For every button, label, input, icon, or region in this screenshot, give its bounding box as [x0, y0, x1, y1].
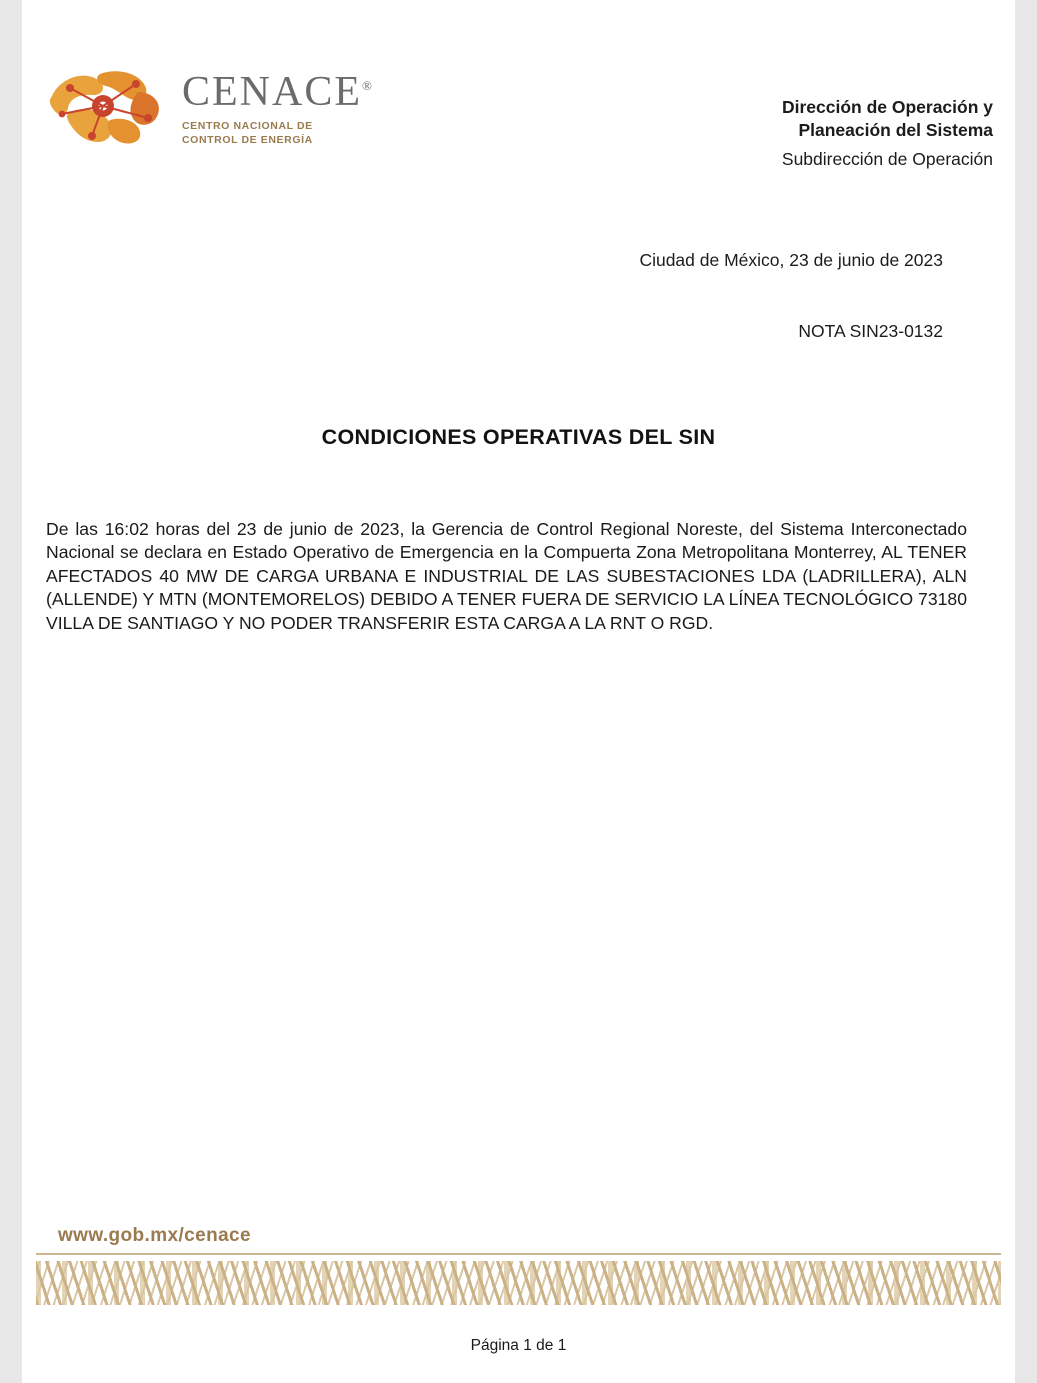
- document-body: De las 16:02 horas del 23 de junio de 2023, la Gerencia de Control Regional Noreste, del Sistema Interconectado Nacional se declara en Estado Operativo de Emergencia en la Compuerta Zona Metropolitana Monterrey, AL TENER AFECTADOS 40 MW DE CARGA URBANA E INDUSTRIAL DE LAS SUBESTACIONES LDA (LADRILLERA), ALN (ALLENDE) Y MTN (MONTEMORELOS) DEBIDO A TENER FUERA DE SERVICIO LA LÍNEA TECNOLÓGICO 73180 VILLA DE SANTIAGO Y NO PODER TRANSFERIR ESTA CARGA A LA RNT O RGD.: [46, 519, 967, 633]
- cenace-logo-subtitle: [182, 120, 372, 146]
- page-sheet: [22, 0, 1015, 1383]
- department-name: Dirección de Operación y Planeación del Sistema: [781, 97, 993, 140]
- city-date: Ciudad de México, 23 de junio de 2023: [639, 250, 943, 270]
- document-footer: [22, 1225, 1015, 1305]
- footer-decorative-band: [36, 1261, 1001, 1305]
- note-id: NOTA SIN23-0132: [798, 321, 943, 341]
- page-gutter-right: [1015, 0, 1037, 1383]
- page-gutter-left: [0, 0, 22, 1383]
- department-block: [693, 62, 993, 170]
- cenace-logo-subtitle-line1: CENTRO NACIONAL DE: [182, 120, 313, 133]
- document-meta: [639, 250, 943, 342]
- cenace-wordmark-text: CENACE: [182, 69, 362, 116]
- footer-url[interactable]: www.gob.mx/cenace: [58, 1225, 251, 1246]
- footer-divider: [36, 1253, 1001, 1255]
- cenace-emblem-icon: [40, 62, 168, 150]
- registered-mark: ®: [362, 78, 372, 94]
- cenace-wordmark: [182, 69, 372, 116]
- page-title: CONDICIONES OPERATIVAS DEL SIN: [321, 425, 716, 449]
- page-number: Página 1 de 1: [470, 1337, 567, 1354]
- cenace-logo: [40, 62, 372, 150]
- cenace-logo-text: [182, 65, 372, 146]
- subdepartment-name: Subdirección de Operación: [781, 148, 993, 169]
- document-header: [40, 62, 993, 170]
- cenace-logo-subtitle-line2: CONTROL DE ENERGÍA: [182, 133, 313, 146]
